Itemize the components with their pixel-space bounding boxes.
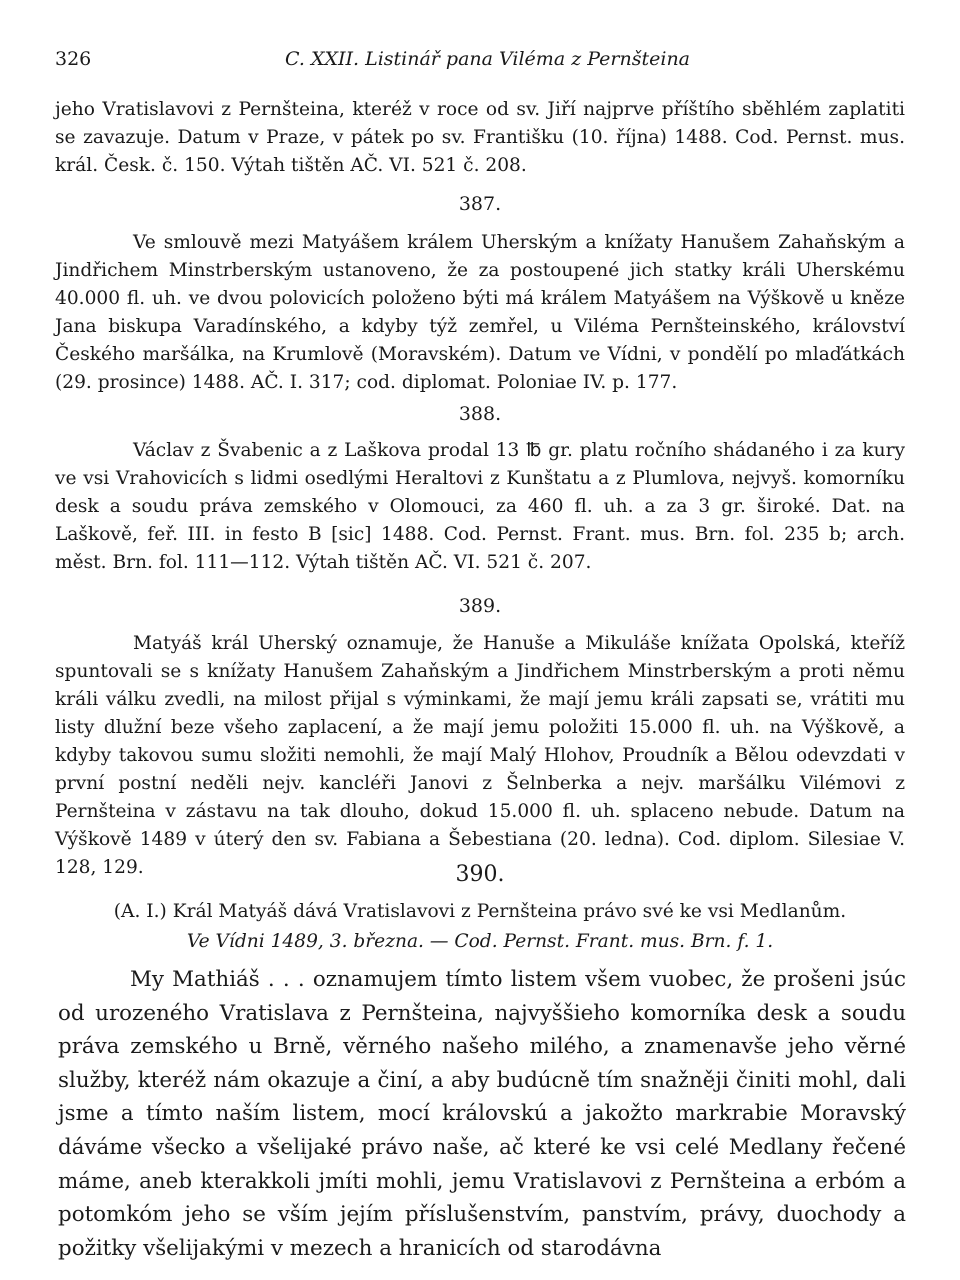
entry-text-388: Václav z Švabenic a z Laškova prodal 13 ℔ gr. platu ročního shádaného i za kury ve vsi Vrahovicích s lidmi osedlými Heraltovi z Kunštatu a z Plumlova, nejvyš. komorníku desk a soudu práva zemského v Olomouci, za 460 fl. uh. a za 3 gr. široké. Dat. na Laškově, feř. III. in festo B [sic] 1488. Cod. Pernst. Frant. mus. Brn. fol. 235 b; arch. měst. Brn. fol. 111—112. Výtah tištěn AČ. VI. 521 č. 207.	[55, 440, 905, 573]
entry-number-389: 389.	[458, 595, 502, 617]
entry-text-387: Ve smlouvě mezi Matyášem králem Uherským a knížaty Hanušem Zahaňským a Jindřichem Minstrberským ustanoveno, že za postoupené jich statky králi Uherskému 40.000 fl. uh. ve dvou polovicích položeno býti má králem Matyášem na Výškově u kněze Jana biskupa Varadínského, a kdyby týž zemřel, u Viléma Pernšteinského, království Českého maršálka, na Krumlově (Moravském). Datum ve Vídni, v pondělí po mlaďátkách (29. prosince) 1488. AČ. I. 317; cod. diplomat. Poloniae IV. p. 177.	[55, 232, 905, 393]
entry-text-389: Matyáš král Uherský oznamuje, že Hanuše a Mikuláše knížata Opolská, kteříž spuntovali se s knížaty Hanušem Zahaňským a Jindřichem Minstrberským a proti němu králi válku zvedli, na milost přijal s výminkami, že mají jemu králi zapsati se, vrátiti mu listy dlužní beze všeho zaplacení, a že mají jemu položiti 15.000 fl. uh. na Výškově, a kdyby takovou sumu složiti nemohli, že mají Malý Hlohov, Proudník a Bělou odevzdati v první postní neděli nejv. kancléři Janovi z Šelnberka a nejv. maršálku Vilémovi z Pernšteina v zástavu na tak dlouho, dokud 15.000 fl. uh. splaceno nebude. Datum na Výškově 1489 v úterý den sv. Fabiana a Šebestiana (20. ledna). Cod. diplom. Silesiae V. 128, 129.	[55, 633, 905, 878]
entry-dateline-390: Ve Vídni 1489, 3. března. — Cod. Pernst. Frant. mus. Brn. f. 1.	[186, 931, 774, 952]
entry-number-387: 387.	[458, 193, 502, 215]
entry-text-390: My Mathiáš . . . oznamujem tímto listem všem vuobec, že prošeni jsúc od urozeného Vratislava z Pernšteina, najvyššieho komorníka desk a soudu práva zemského u Brně, věrného našeho milého, a znamenavše jeho věrné služby, kteréž nám okazuje a činí, a aby budúcně tím snažněji činiti mohl, dali jsme a tímto naším listem, mocí královskú a jakožto markrabie Moravský dáváme všecko a všelijaké právo naše, ač které ke vsi celé Medlany řečené máme, aneb kterakkoli jmíti mohli, jemu Vratislavovi z Pernšteina a erbóm a potomkóm jeho se vším jejím příslušenstvím, panstvím, právy, duochody a požitky všelijakými v mezech a hranicích od starodávna	[58, 967, 906, 1261]
page-header	[55, 48, 905, 78]
page-number: 326	[55, 48, 92, 70]
entry-heading-390: (A. I.) Král Matyáš dává Vratislavovi z Pernšteina právo své ke vsi Medlanům.	[113, 901, 847, 922]
running-title: C. XXII. Listinář pana Viléma z Pernšteina	[285, 48, 691, 70]
entry-number-388: 388.	[458, 403, 502, 425]
entry-number-390: 390.	[455, 862, 505, 887]
continuation-paragraph: jeho Vratislavovi z Pernšteina, kteréž v roce od sv. Jiří najprve příštího sběhlém zaplatiti se zavazuje. Datum v Praze, v pátek po sv. Františku (10. října) 1488. Cod. Pernst. mus. král. Česk. č. 150. Výtah tištěn AČ. VI. 521 č. 208.	[55, 99, 905, 176]
